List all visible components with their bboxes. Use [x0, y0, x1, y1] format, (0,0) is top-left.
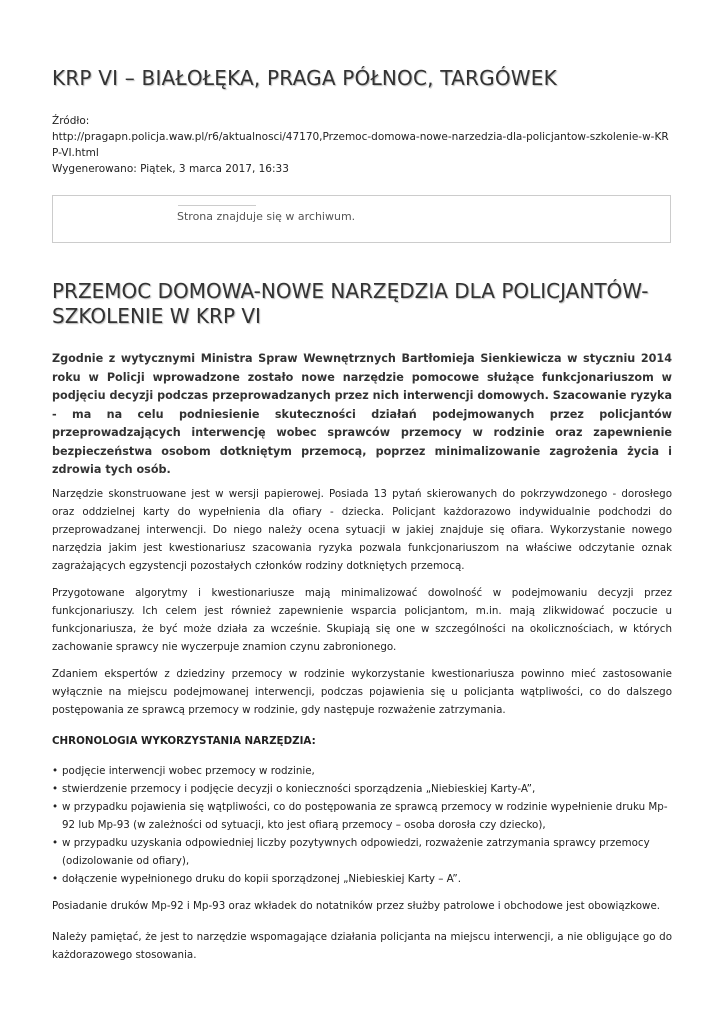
list-item: • w przypadku uzyskania odpowiedniej liczby pozytywnych odpowiedzi, rozważenie zatrzymania sprawcy przemocy (odizolowanie od ofiary), [52, 834, 677, 870]
list-item: • stwierdzenie przemocy i podjęcie decyzji o konieczności sporządzenia „Niebieskiej Karty-A”, [52, 780, 677, 798]
source-meta [52, 113, 672, 177]
paragraph-3: Zdaniem ekspertów z dziedziny przemocy w rodzinie wykorzystanie kwestionariusza powinno mieć zastosowanie wyłącznie na miejscu podejmowanej interwencji, podczas pojawienia się u policjanta wątpliwości, co do dalszego postępowania ze sprawcą przemocy w rodzinie, gdy następuje rozważenie zatrzymania. [52, 668, 672, 716]
paragraph-2: Przygotowane algorytmy i kwestionariusze mają minimalizować dowolność w podejmowaniu decyzji przez funkcjonariuszy. Ich celem jest również zapewnienie wsparcia policjantom, m.in. mają zlikwidować poczucie u funkcjonariusza, że być może działa za wcześnie. Skupiają się one w szczególności na okolicznościach, w których zachowanie sprawcy nie wyczerpuje znamion czynu zabronionego. [52, 587, 672, 653]
list-item: • podjęcie interwencji wobec przemocy w rodzinie, [52, 762, 677, 780]
paragraph-1: Narzędzie skonstruowane jest w wersji papierowej. Posiada 13 pytań skierowanych do pokrzywdzonego - dorosłego oraz oddzielnej karty do wypełnienia dla ofiary - dziecka. Policjant każdorazowo indywidualnie podchodzi do przeprowadzanej interwencji. Do niego należy ocena sytuacji w jakiej znajduje się ofiara. Wykorzystanie nowego narzędzia jakim jest kwestionariusz szacowania ryzyka pozwala funkcjonariuszom na właściwe odczytanie oznak zagrażających egzystencji pozostałych członków rodziny dotkniętych przemocą. [52, 488, 672, 572]
closing-paragraph-2: Należy pamiętać, że jest to narzędzie wspomagające działania policjanta na miejscu interwencji, a nie obligujące go do każdorazowego stosowania. [52, 931, 672, 961]
chronology-heading: CHRONOLOGIA WYKORZYSTANIA NARZĘDZIA: [52, 735, 316, 747]
generated-date: Wygenerowano: Piątek, 3 marca 2017, 16:33 [52, 163, 289, 175]
list-item: • w przypadku pojawienia się wątpliwości, co do postępowania ze sprawcą przemocy w rodzinie wypełnienie druku Mp-92 lub Mp-93 (w zależności od sytuacji, kto jest ofiarą przemocy – osoba dorosła czy dziecko), [52, 798, 677, 834]
archive-notice: Strona znajduje się w archiwum. [177, 210, 356, 223]
article-lead: Zgodnie z wytycznymi Ministra Spraw Wewnętrznych Bartłomieja Sienkiewicza w styczniu 2014 roku w Policji wprowadzone zostało nowe narzędzie pomocowe służące funkcjonariuszom w podjęciu decyzji podczas przeprowadzanych przez nich interwencji domowych. Szacowanie ryzyka - ma na celu podniesienie skuteczności działań podejmowanych przez policjantów przeprowadzających interwencję wobec sprawców przemocy w rodzinie oraz zapewnienie bezpieczeństwa osobom dotkniętym przemocą, poprzez minimalizowanie zagrożenia życia i zdrowia tych osób. [52, 352, 672, 476]
closing-paragraph-1: Posiadanie druków Mp-92 i Mp-93 oraz wkładek do notatników przez służby patrolowe i obchodowe jest obowiązkowe. [52, 900, 661, 912]
source-url[interactable]: http://pragapn.policja.waw.pl/r6/aktualnosci/47170,Przemoc-domowa-nowe-narzedzia-dla-policjantow-szkolenie-w-KRP-VI.html [52, 131, 669, 159]
archive-divider [178, 205, 256, 206]
list-item: • dołączenie wypełnionego druku do kopii sporządzonej „Niebieskiej Karty – A”. [52, 870, 677, 888]
archive-notice-box [52, 195, 671, 243]
article-title: PRZEMOC DOMOWA-NOWE NARZĘDZIA DLA POLICJANTÓW-SZKOLENIE W KRP VI [52, 279, 649, 328]
site-title: KRP VI – BIAŁOŁĘKA, PRAGA PÓŁNOC, TARGÓWEK [52, 66, 557, 90]
source-label: Źródło: [52, 115, 90, 127]
chronology-list [52, 762, 677, 888]
